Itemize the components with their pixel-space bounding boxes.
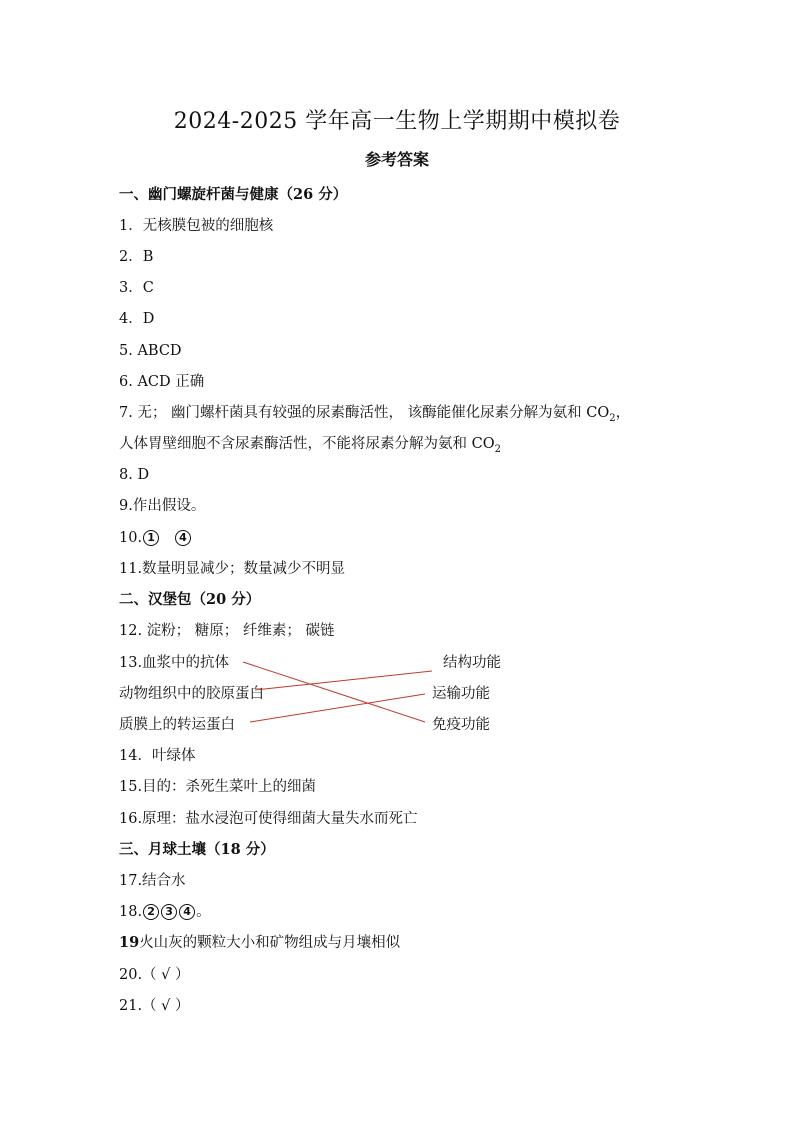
answer-7-line-1-comma: ， — [615, 405, 631, 421]
section-1-heading: 一、幽门螺旋杆菌与健康（26 分） — [119, 186, 348, 203]
circled-number: 3 — [161, 904, 177, 920]
answer-18-suffix: 。 — [196, 904, 211, 920]
answer-19-number: 19 — [119, 934, 140, 951]
answer-20: 20.（ √ ） — [119, 967, 190, 983]
answer-8: 8. D — [119, 467, 150, 483]
answer-13-right-1: 结构功能 — [443, 655, 501, 671]
match-left-label: 血浆中的抗体 — [142, 655, 230, 671]
answer-17: 17.结合水 — [119, 873, 186, 889]
answer-18-prefix: 18. — [119, 904, 143, 920]
answer-13-right-2: 运输功能 — [432, 686, 490, 702]
answer-15: 15.目的：杀死生菜叶上的细菌 — [119, 779, 317, 795]
section-3-heading: 三、月球土壤（18 分） — [119, 841, 275, 858]
answer-13-left-3: 质膜上的转运蛋白 — [119, 717, 235, 733]
section-2-heading: 二、汉堡包（20 分） — [119, 591, 261, 608]
circled-number: 4 — [175, 530, 191, 546]
answer-13-left-2: 动物组织中的胶原蛋白 — [119, 686, 264, 702]
answer-11: 11.数量明显减少；数量减少不明显 — [119, 561, 346, 577]
answer-13-prefix: 13. — [119, 655, 143, 671]
answer-9: 9.作出假设。 — [119, 498, 206, 514]
answer-1: 1．无核膜包被的细胞核 — [119, 218, 274, 234]
match-line-antibody-immune — [243, 662, 425, 722]
answer-6: 6. ACD 正确 — [119, 374, 205, 390]
co2-subscript: 2 — [609, 412, 616, 424]
answer-14: 14．叶绿体 — [119, 748, 196, 764]
match-line-transport-transport — [250, 694, 425, 722]
co2-subscript: 2 — [494, 443, 501, 455]
answer-7-line-2-text: 人体胃壁细胞不含尿素酶活性，不能将尿素分解为氨和 CO — [119, 436, 495, 452]
circled-number: 4 — [179, 904, 195, 920]
answer-10-prefix: 10. — [119, 530, 143, 546]
answer-4: 4．D — [119, 311, 155, 327]
answer-2: 2．B — [119, 249, 154, 265]
answer-12: 12. 淀粉； 糖原； 纤维素； 碳链 — [119, 623, 335, 639]
answer-21: 21.（ √ ） — [119, 998, 190, 1014]
answer-19 — [119, 933, 400, 953]
answer-19-text: 火山灰的颗粒大小和矿物组成与月壤相似 — [139, 935, 401, 951]
answer-13-right-3: 免疫功能 — [432, 717, 490, 733]
circled-number: 1 — [143, 530, 159, 546]
answer-16: 16.原理：盐水浸泡可使得细菌大量失水而死亡 — [119, 811, 418, 827]
page-subtitle: 参考答案 — [364, 150, 429, 169]
circled-number: 2 — [143, 904, 159, 920]
answer-5: 5. ABCD — [119, 343, 182, 359]
page-title: 2024-2025 学年高一生物上学期期中模拟卷 — [173, 109, 621, 134]
match-line-collagen-structure — [255, 671, 432, 690]
answer-18 — [119, 902, 211, 922]
answer-3: 3．C — [119, 280, 154, 296]
answer-7-line-1-text: 7. 无； 幽门螺杆菌具有较强的尿素酶活性， 该酶能催化尿素分解为氨和 CO — [119, 405, 610, 421]
